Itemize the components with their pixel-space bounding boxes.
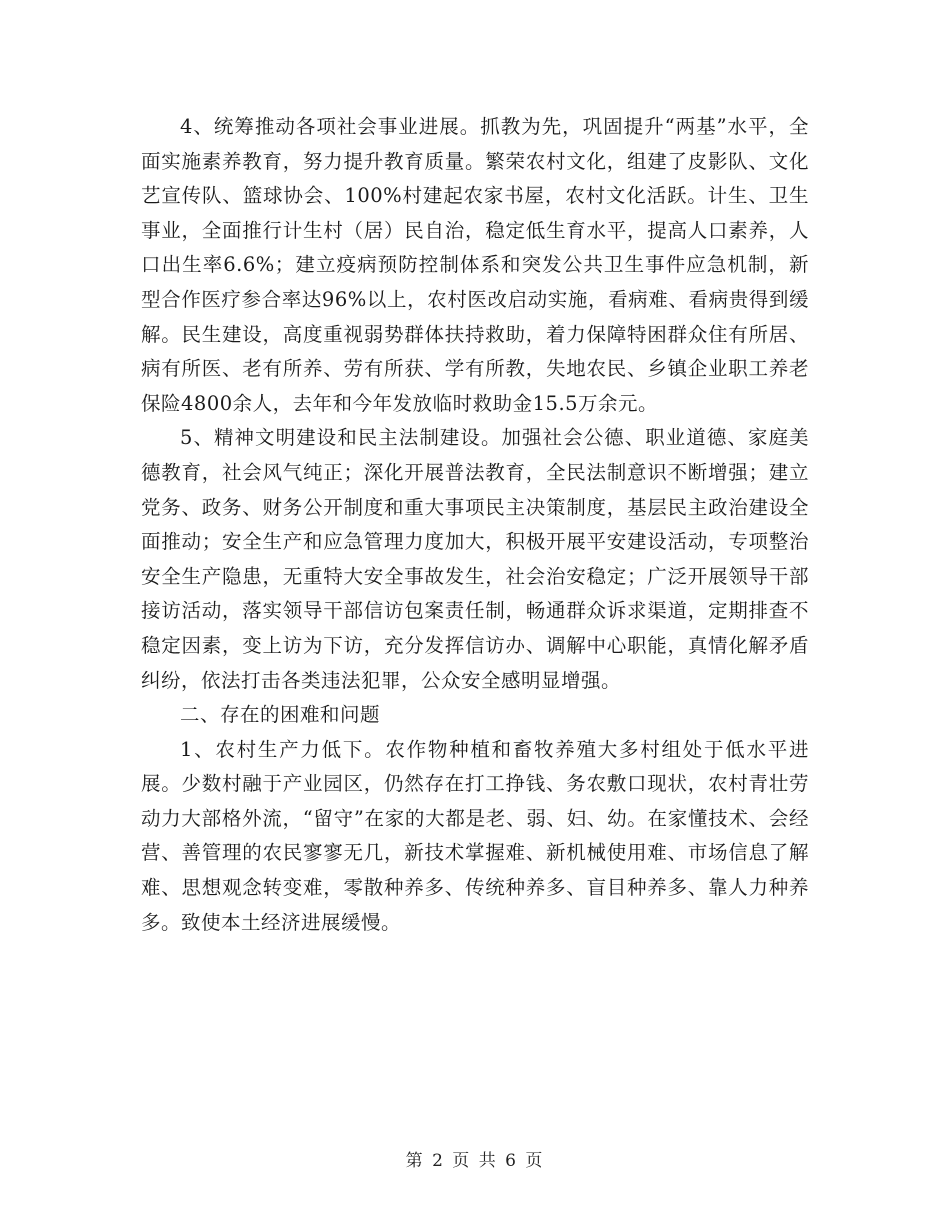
section-heading-difficulties: 二、存在的困难和问题 (180, 703, 381, 727)
paragraph-spiritual-civilization: 5、精神文明建设和民主法制建设。加强社会公德、职业道德、家庭美德教育，社会风气纯正；深化开展普法教育，全民法制意识不断增强；建立党务、政务、财务公开制度和重大事项民主决策制度，基层民主政治建设全面推动；安全生产和应急管理力度加大，积极开展平安建设活动，专项整治安全生产隐患，无重特大安全事故发生，社会治安稳定；广泛开展领导干部接访活动，落实领导干部信访包案责任制，畅通群众诉求渠道，定期排查不稳定因素，变上访为下访，充分发挥信访办、调解中心职能，真情化解矛盾纠纷，依法打击各类违法犯罪，公众安全感明显增强。 (141, 426, 809, 692)
paragraph-rural-productivity: 1、农村生产力低下。农作物种植和畜牧养殖大多村组处于低水平进展。少数村融于产业园区，仍然存在打工挣钱、务农敷口现状，农村青壮劳动力大部格外流，“留守”在家的大都是老、弱、妇、幼。在家懂技术、会经营、善管理的农民寥寥无几，新技术掌握难、新机械使用难、市场信息了解难、思想观念转变难，零散种养多、传统种养多、盲目种养多、靠人力种养多。致使本土经济进展缓慢。 (141, 737, 809, 934)
document-body (141, 110, 809, 940)
paragraph-social-affairs: 4、统筹推动各项社会事业进展。抓教为先，巩固提升“两基”水平，全面实施素养教育，努力提升教育质量。繁荣农村文化，组建了皮影队、文化艺宣传队、篮球协会、100%村建起农家书屋，农村文化活跃。计生、卫生事业，全面推行计生村（居）民自治，稳定低生育水平，提高人口素养，人口出生率6.6%；建立疫病预防控制体系和突发公共卫生事件应急机制，新型合作医疗参合率达96%以上，农村医改启动实施，看病难、看病贵得到缓解。民生建设，高度重视弱势群体扶持救助，着力保障特困群众住有所居、病有所医、老有所养、劳有所获、学有所教，失地农民、乡镇企业职工养老保险4800余人，去年和今年发放临时救助金15.5万余元。 (141, 115, 809, 415)
page-number-footer: 第 2 页 共 6 页 (405, 1151, 545, 1171)
